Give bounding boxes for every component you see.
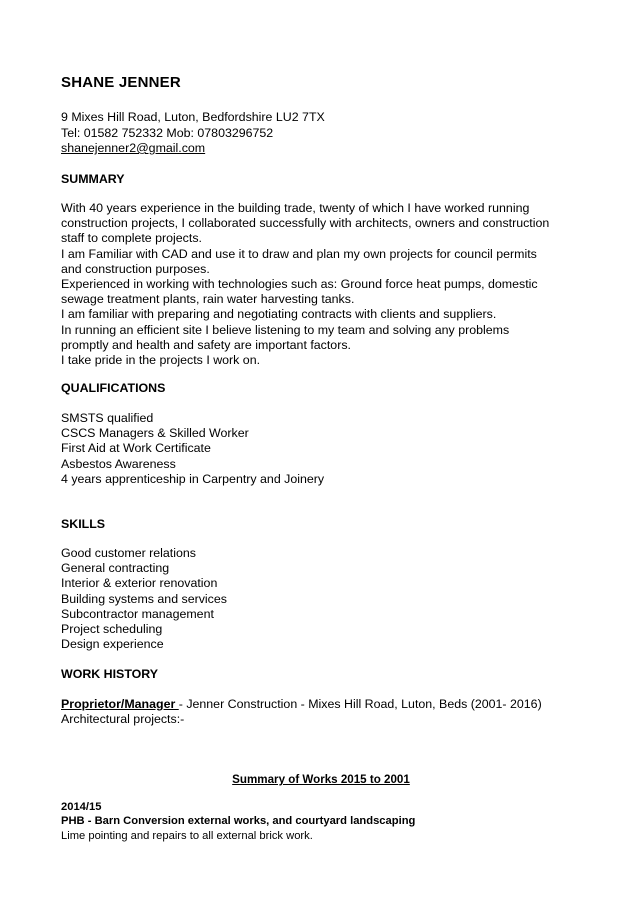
email-link[interactable]: shanejenner2@gmail.com: [61, 141, 206, 155]
summary-line: and construction purposes.: [61, 261, 210, 276]
list-item: CSCS Managers & Skilled Worker: [61, 426, 249, 441]
works-summary-title: Summary of Works 2015 to 2001: [232, 773, 410, 786]
summary-line: In running an efficient site I believe listening to my team and solving any problems: [61, 322, 510, 337]
list-item: Project scheduling: [61, 622, 163, 637]
qualifications-heading: QUALIFICATIONS: [61, 381, 166, 395]
summary-line: I am familiar with preparing and negotiating contracts with clients and suppliers.: [61, 307, 497, 322]
phone-numbers: Tel: 01582 752332 Mob: 07803296752: [61, 126, 274, 140]
list-item: Building systems and services: [61, 591, 227, 606]
job-subline: Architectural projects:-: [61, 712, 185, 726]
list-item: Design experience: [61, 637, 164, 652]
summary-line: Experienced in working with technologies such as: Ground force heat pumps, domestic: [61, 277, 538, 292]
address: 9 Mixes Hill Road, Luton, Bedfordshire LU2 7TX: [61, 110, 325, 124]
summary-heading: SUMMARY: [61, 172, 125, 186]
job-detail: - Jenner Construction - Mixes Hill Road, Luton, Beds (2001- 2016): [178, 697, 542, 711]
summary-line: staff to complete projects.: [61, 231, 202, 246]
list-item: Asbestos Awareness: [61, 456, 176, 471]
summary-line: construction projects, I collaborated successfully with architects, owners and construction: [61, 216, 550, 231]
project-year: 2014/15: [61, 801, 102, 813]
list-item: SMSTS qualified: [61, 411, 154, 425]
project-detail: Lime pointing and repairs to all external brick work.: [61, 830, 313, 842]
summary-line: With 40 years experience in the building trade, twenty of which I have worked running: [61, 201, 530, 215]
qualifications-list: [61, 411, 324, 487]
list-item: Subcontractor management: [61, 606, 214, 621]
job-entry: [61, 697, 542, 712]
list-item: 4 years apprenticeship in Carpentry and Joinery: [61, 471, 325, 486]
skills-list: [61, 546, 227, 652]
job-role: Proprietor/Manager: [61, 697, 179, 711]
work-history-heading: WORK HISTORY: [61, 667, 159, 681]
summary-text: [61, 201, 549, 368]
list-item: Good customer relations: [61, 546, 196, 560]
list-item: Interior & exterior renovation: [61, 576, 218, 591]
summary-line: I take pride in the projects I work on.: [61, 353, 261, 368]
summary-line: sewage treatment plants, rain water harvesting tanks.: [61, 292, 355, 307]
skills-heading: SKILLS: [61, 517, 106, 531]
list-item: First Aid at Work Certificate: [61, 441, 211, 456]
summary-line: I am Familiar with CAD and use it to draw and plan my own projects for council permits: [61, 246, 537, 261]
project-title: PHB - Barn Conversion external works, and courtyard landscaping: [61, 815, 416, 827]
candidate-name: SHANE JENNER: [61, 74, 181, 91]
summary-line: promptly and health and safety are important factors.: [61, 337, 351, 352]
list-item: General contracting: [61, 561, 170, 576]
